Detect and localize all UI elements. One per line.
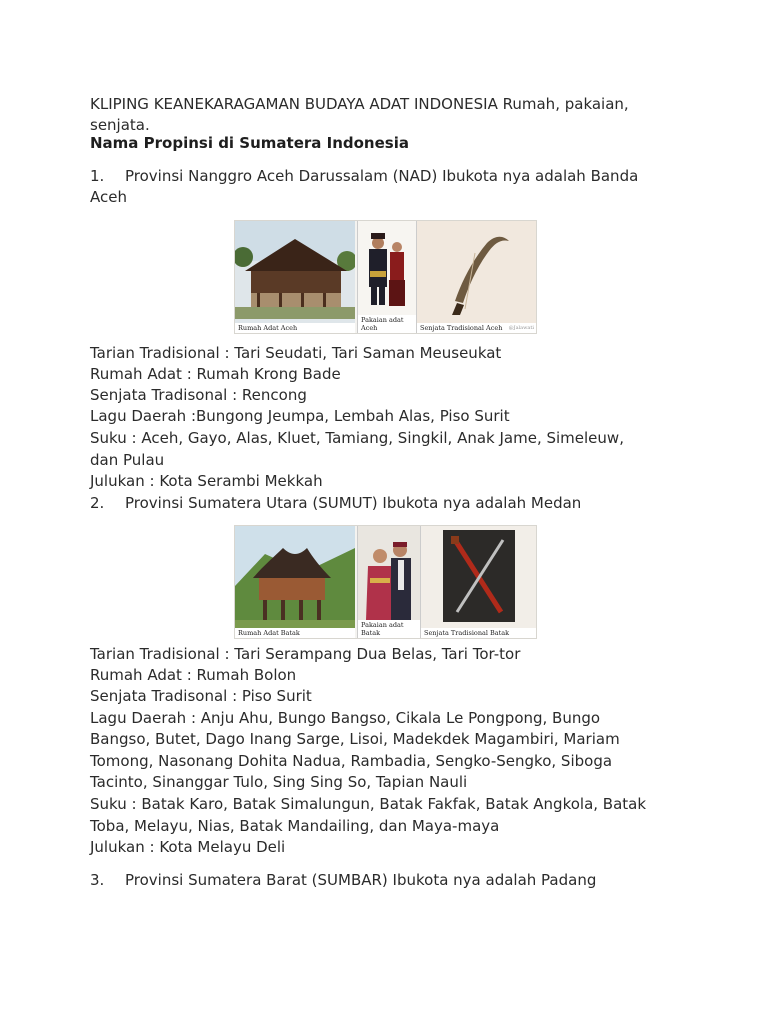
province-1-title — [90, 166, 638, 188]
province-1-title-text: Provinsi Nanggro Aceh Darussalam (NAD) Ibukota nya adalah Banda — [125, 167, 639, 185]
batak-figure — [234, 525, 537, 639]
province-2-line: Rumah Adat : Rumah Bolon — [90, 666, 297, 684]
section-heading: Nama Propinsi di Sumatera Indonesia — [90, 134, 409, 152]
document-title-line-2: senjata. — [90, 116, 150, 134]
province-1-line: Lagu Daerah :Bungong Jeumpa, Lembah Alas, Piso Surit — [90, 407, 510, 425]
province-2-line: Tacinto, Sinanggar Tulo, Sing Sing So, Tapian Nauli — [90, 773, 468, 791]
aceh-weapon-photo — [416, 221, 537, 333]
caption-senjata-aceh-text: Senjata Tradisional Aceh — [420, 324, 503, 332]
province-2-title-text: Provinsi Sumatera Utara (SUMUT) Ibukota nya adalah Medan — [125, 494, 582, 512]
watermark: @Jalawati — [508, 325, 534, 331]
caption-pakaian-adat-aceh: Pakaian adat Aceh — [358, 315, 416, 333]
province-1-line: Senjata Tradisonal : Rencong — [90, 386, 307, 404]
province-2-line: Senjata Tradisonal : Piso Surit — [90, 687, 312, 705]
province-2-line: Bangso, Butet, Dago Inang Sarge, Lisoi, Madekdek Magambiri, Mariam — [90, 730, 620, 748]
province-2-line: Julukan : Kota Melayu Deli — [90, 838, 286, 856]
province-3-title — [90, 870, 596, 892]
batak-weapon-photo — [420, 526, 537, 638]
caption-rumah-adat-aceh: Rumah Adat Aceh — [235, 323, 355, 333]
province-2-title — [90, 493, 581, 515]
province-2-line: Lagu Daerah : Anju Ahu, Bungo Bangso, Cikala Le Pongpong, Bungo — [90, 709, 601, 727]
caption-senjata-aceh — [417, 323, 537, 333]
province-1-title-line-2: Aceh — [90, 188, 127, 206]
province-1-line: Rumah Adat : Rumah Krong Bade — [90, 365, 341, 383]
province-2-line: Toba, Melayu, Nias, Batak Mandailing, dan Maya-maya — [90, 817, 500, 835]
aceh-figure — [234, 220, 537, 334]
caption-senjata-batak: Senjata Tradisional Batak — [421, 628, 537, 638]
batak-clothing-photo — [357, 526, 420, 638]
province-3-title-text: Provinsi Sumatera Barat (SUMBAR) Ibukota nya adalah Padang — [125, 871, 597, 889]
province-2-number: 2. — [90, 494, 105, 512]
province-2-line: Suku : Batak Karo, Batak Simalungun, Batak Fakfak, Batak Angkola, Batak — [90, 795, 647, 813]
province-2-line: Tarian Tradisional : Tari Serampang Dua Belas, Tari Tor-tor — [90, 645, 521, 663]
province-1-line: Suku : Aceh, Gayo, Alas, Kluet, Tamiang, Singkil, Anak Jame, Simeleuw, — [90, 429, 624, 447]
province-3-number: 3. — [90, 871, 105, 889]
province-1-number: 1. — [90, 167, 105, 185]
caption-rumah-adat-batak: Rumah Adat Batak — [235, 628, 355, 638]
aceh-house-photo — [235, 221, 355, 333]
batak-house-photo — [235, 526, 355, 638]
document-title-line-1: KLIPING KEANEKARAGAMAN BUDAYA ADAT INDONESIA Rumah, pakaian, — [90, 95, 629, 113]
aceh-clothing-photo — [357, 221, 416, 333]
caption-pakaian-adat-batak: Pakaian adat Batak — [358, 620, 420, 638]
province-1-line: dan Pulau — [90, 451, 165, 469]
province-2-line: Tomong, Nasonang Dohita Nadua, Rambadia, Sengko-Sengko, Siboga — [90, 752, 613, 770]
province-1-line: Julukan : Kota Serambi Mekkah — [90, 472, 323, 490]
province-1-line: Tarian Tradisional : Tari Seudati, Tari Saman Meuseukat — [90, 344, 502, 362]
